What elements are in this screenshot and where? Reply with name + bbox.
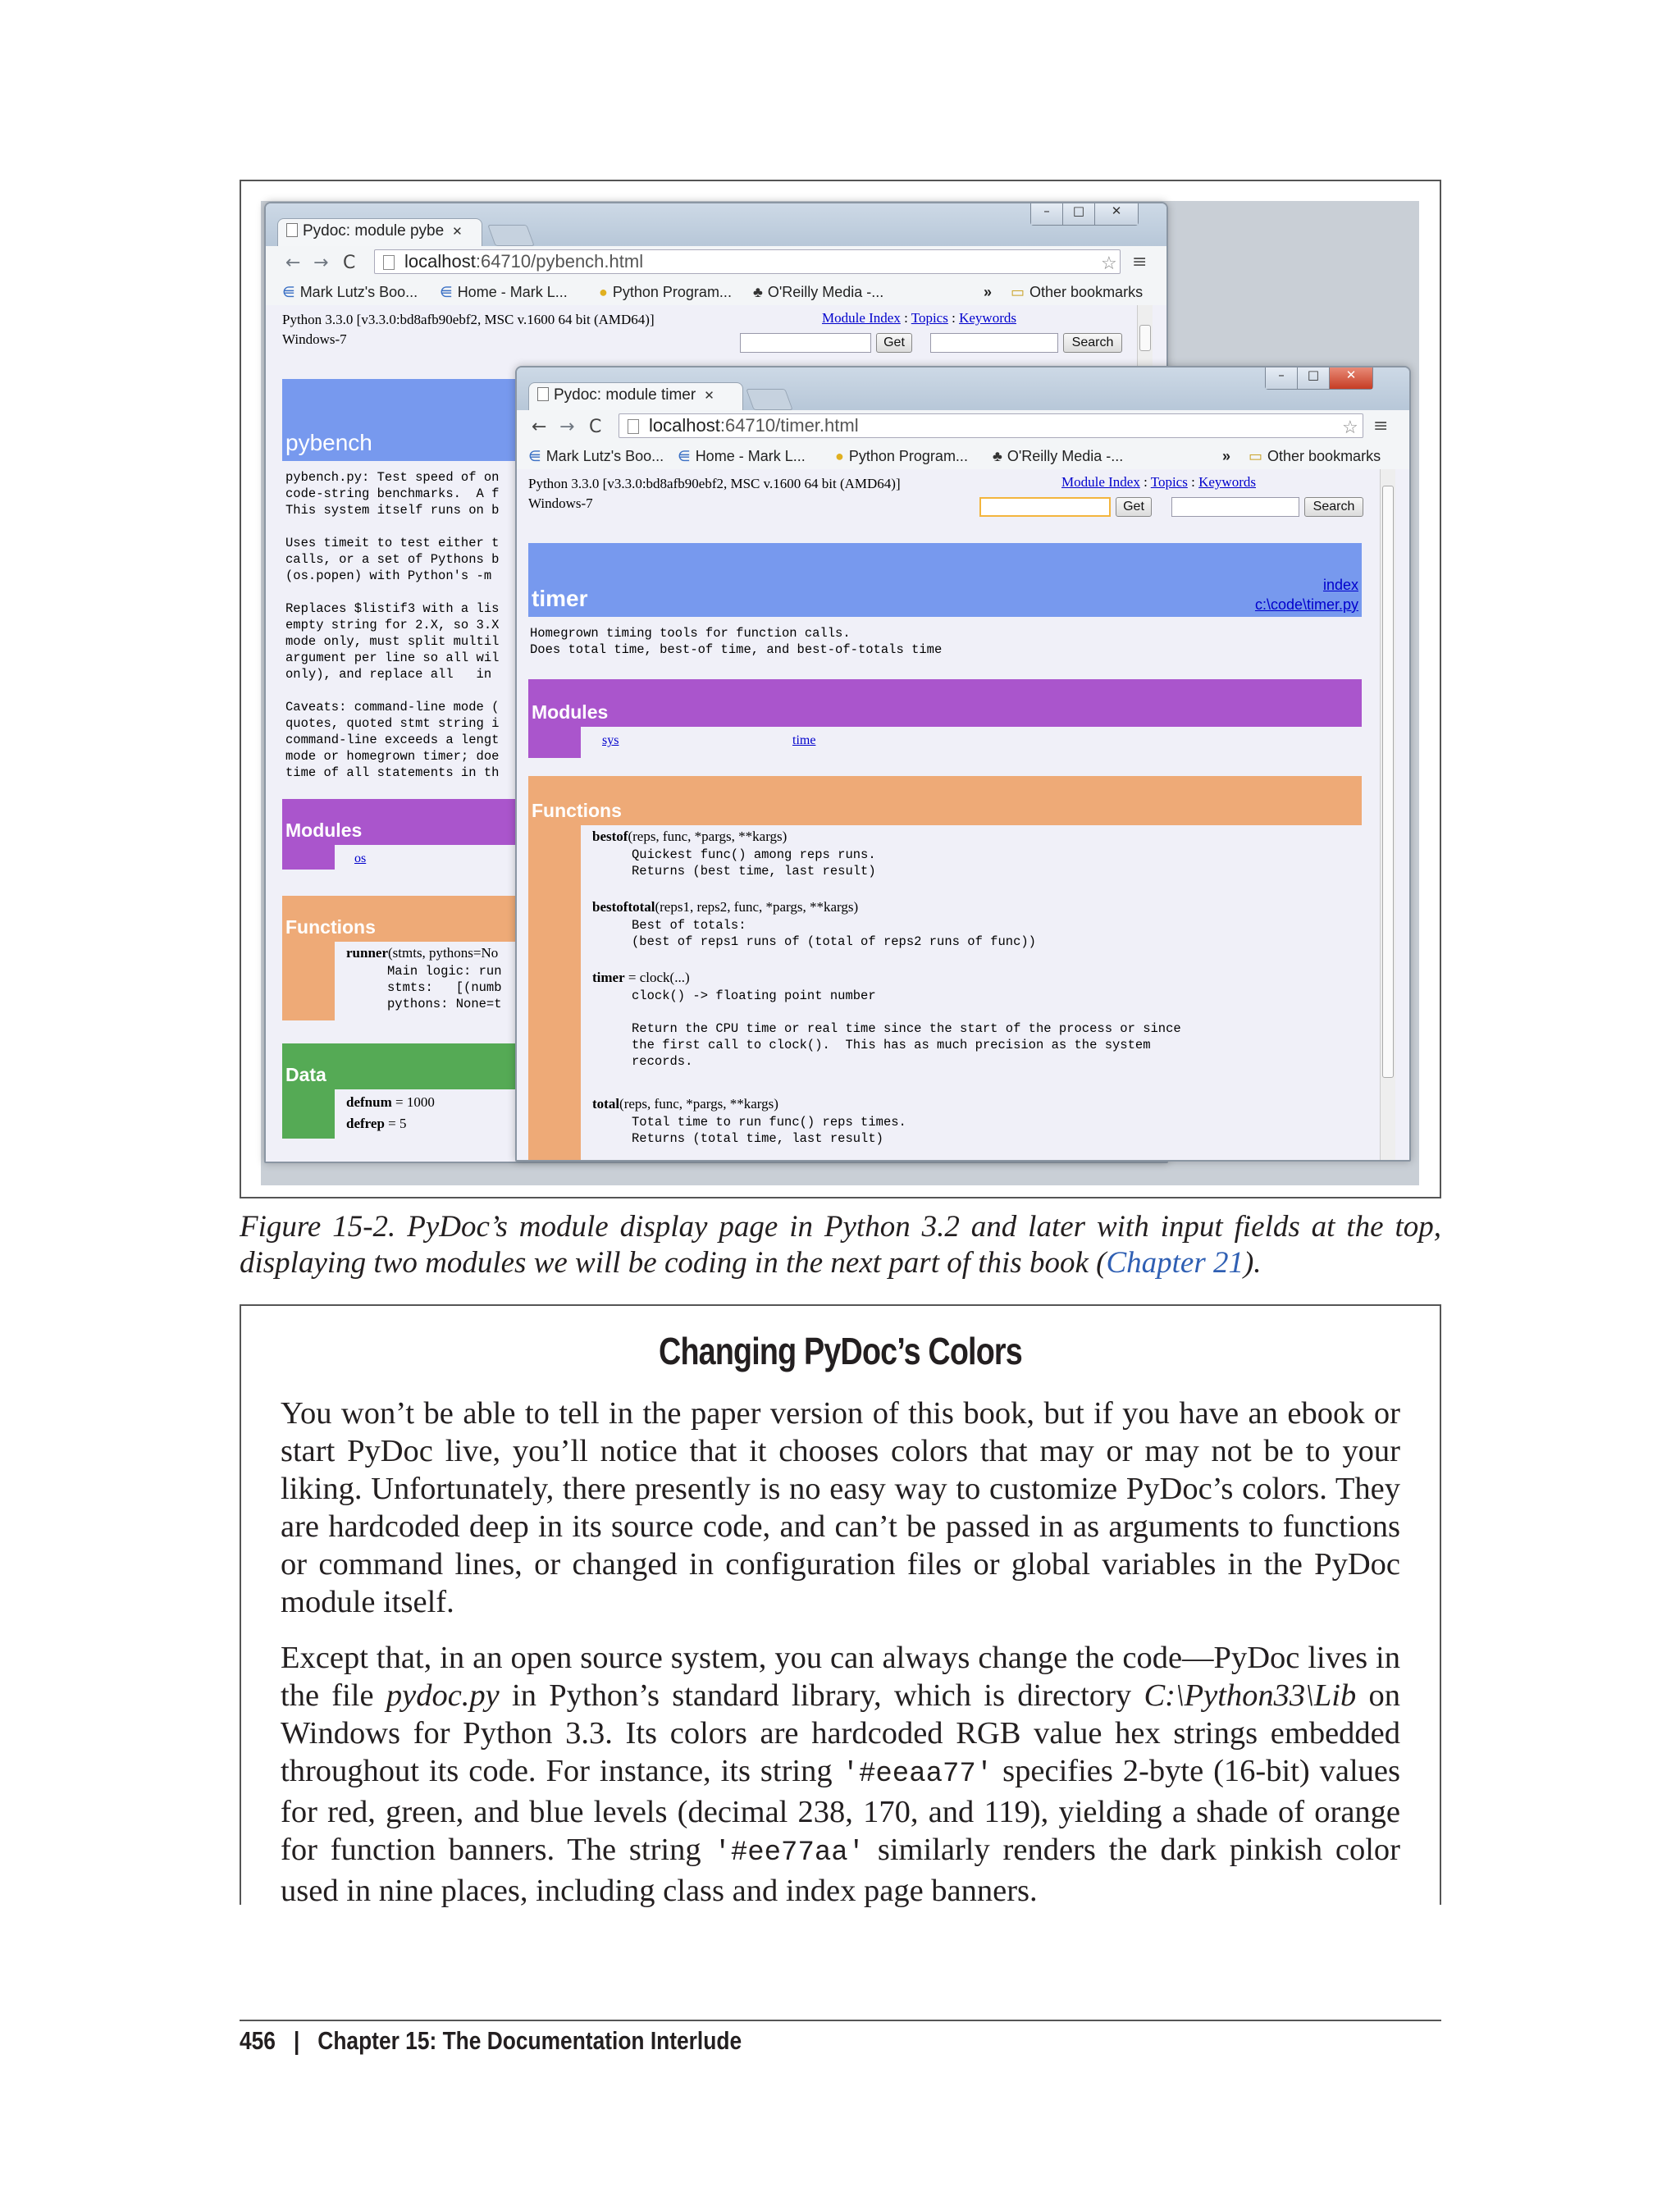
oreilly-icon: ♣ <box>993 448 1002 464</box>
module-link-time[interactable]: time <box>792 733 816 747</box>
modules-gutter <box>282 845 335 870</box>
bookmarks-overflow-icon[interactable]: » <box>984 284 993 300</box>
bookmark-star-icon[interactable]: ☆ <box>1342 417 1358 437</box>
search-input[interactable] <box>1171 497 1299 517</box>
browser-toolbar <box>266 246 1166 280</box>
topics-link[interactable]: Topics <box>1150 474 1188 490</box>
scrollbar-thumb[interactable] <box>1382 486 1394 1078</box>
modules-banner: Modules <box>528 679 1362 727</box>
chapter-link[interactable]: Chapter 21 <box>1106 1246 1244 1280</box>
tab-title: Pydoc: module timer <box>554 386 696 404</box>
scrollbar[interactable] <box>1380 469 1395 1160</box>
pydoc-nav: Module Index : Topics : Keywords <box>1061 474 1256 490</box>
page-icon <box>383 255 395 270</box>
bookmark-star-icon[interactable]: ☆ <box>1101 253 1117 273</box>
bookmark-item[interactable]: ♣ O'Reilly Media -... <box>993 448 1124 464</box>
document-icon <box>286 223 298 237</box>
module-index-link[interactable]: Module Index <box>822 310 901 326</box>
scrollbar-thumb[interactable] <box>1139 325 1151 351</box>
docstring-line: time of all statements in th <box>285 765 500 780</box>
function-signature: timer = clock(...) <box>592 970 690 985</box>
module-title-banner: pybench <box>282 379 1152 461</box>
url-host: localhost <box>649 415 720 436</box>
footer-separator: | <box>293 2026 300 2055</box>
bookmark-icon: ⋹ <box>440 284 453 300</box>
url-path: :64710/pybench.html <box>475 251 644 272</box>
browser-tab-pybench[interactable] <box>277 218 482 246</box>
docstring-line: (os.popen) with Python's -m <box>285 568 500 583</box>
topics-link[interactable]: Topics <box>911 310 948 326</box>
browser-window-timer <box>515 366 1411 1162</box>
docstring-line: code-string benchmarks. A f <box>285 486 500 501</box>
browser-tab-timer[interactable] <box>528 382 743 410</box>
functions-gutter <box>282 942 335 1020</box>
window-controls <box>1030 203 1139 226</box>
bookmarks-bar <box>266 279 1166 306</box>
bookmark-item[interactable]: ⋹ Home - Mark L... <box>440 284 568 300</box>
function-signature: total(reps, func, *pargs, **kargs) <box>592 1096 778 1112</box>
close-tab-icon[interactable]: ✕ <box>452 225 463 239</box>
source-file-link[interactable]: c:\code\timer.py <box>1254 596 1358 613</box>
keywords-link[interactable]: Keywords <box>959 310 1016 326</box>
page-footer <box>240 2026 742 2056</box>
chapter-title: Chapter 15: The Documentation Interlude <box>317 2026 742 2055</box>
bookmark-item[interactable]: ● Python Program... <box>599 284 732 300</box>
close-tab-icon[interactable]: ✕ <box>704 389 714 403</box>
other-bookmarks[interactable]: ▭ Other bookmarks <box>1249 448 1381 464</box>
functions-banner: Functions <box>282 896 528 942</box>
functions-banner: Functions <box>528 776 1362 825</box>
new-tab-button[interactable] <box>746 389 792 410</box>
get-button[interactable]: Get <box>1116 497 1152 517</box>
page-number: 456 <box>240 2026 276 2055</box>
bookmark-item[interactable]: ⋹ Mark Lutz's Boo... <box>282 284 418 300</box>
back-arrow-icon[interactable]: ← <box>285 253 301 273</box>
docstring-line: quotes, quoted stmt string i <box>285 716 500 731</box>
maximize-icon[interactable]: □ <box>1298 368 1330 389</box>
folder-icon: ▭ <box>1011 284 1025 300</box>
get-input[interactable] <box>740 333 871 353</box>
index-link[interactable]: index <box>1322 577 1358 593</box>
forward-arrow-icon[interactable]: → <box>559 417 575 437</box>
docstring-line: command-line exceeds a lengt <box>285 733 500 747</box>
close-window-icon[interactable]: ✕ <box>1330 368 1372 389</box>
docstring-line: calls, or a set of Pythons b <box>285 552 500 567</box>
data-banner: Data <box>282 1043 528 1089</box>
function-doc: Main logic: run stmts: [(numb pythons: None=t <box>387 964 502 1011</box>
bookmark-item[interactable]: ⋹ Mark Lutz's Boo... <box>528 448 664 464</box>
figure-caption: Figure 15-2. PyDoc’s module display page in Python 3.2 and later with input fields at the top, displaying two modules we will be coding in the next part of this book (Chapter 21). <box>240 1210 1441 1280</box>
minimize-icon[interactable]: – <box>1266 368 1298 389</box>
bookmarks-bar <box>517 443 1409 470</box>
module-title-banner: timer index c:\code\timer.py <box>528 543 1362 617</box>
python-icon: ● <box>599 284 608 300</box>
bookmark-item[interactable]: ⋹ Home - Mark L... <box>678 448 806 464</box>
docstring-line <box>285 518 499 535</box>
url-path: :64710/timer.html <box>719 415 859 436</box>
sidebar-paragraph-1: You won’t be able to tell in the paper version of this book, but if you have an ebook or start PyDoc live, you’ll notice that it chooses colors that may or may not be to your liking. Unfortunately, there presently is no easy way to customize PyDoc’s colors. They are hardcoded deep in its source code, and can’t be passed in as arguments to functions or command lines, or changed in configuration files or global variables in the PyDoc module itself. <box>281 1396 1400 1619</box>
bookmark-item[interactable]: ● Python Program... <box>835 448 968 464</box>
docstring-line: argument per line so all wil <box>285 651 500 665</box>
oreilly-icon: ♣ <box>753 284 763 300</box>
docstring-line <box>285 682 499 699</box>
docstring-line <box>285 584 499 600</box>
get-button[interactable]: Get <box>876 333 912 353</box>
docstring-line: empty string for 2.X, so 3.X <box>285 618 500 632</box>
pydoc-page-timer <box>517 469 1409 1160</box>
bookmark-icon: ⋹ <box>282 284 295 300</box>
module-index-link[interactable]: Module Index <box>1061 474 1140 490</box>
forward-arrow-icon[interactable]: → <box>313 253 329 273</box>
url-host: localhost <box>404 251 476 272</box>
color-code: '#eeaa77' <box>842 1759 993 1790</box>
function-doc: Quickest func() among reps runs. Returns (best time, last result) <box>632 847 876 879</box>
docstring-line: pybench.py: Test speed of on <box>285 470 500 485</box>
other-bookmarks[interactable]: ▭ Other bookmarks <box>1011 284 1144 300</box>
bookmark-icon: ⋹ <box>678 448 691 464</box>
module-docstring: Homegrown timing tools for function calls. Does total time, best-of time, and best-of-totals time <box>530 626 943 657</box>
function-signature: runner(stmts, pythons=No <box>346 945 499 961</box>
python-version: Python 3.3.0 [v3.3.0:bd8afb90ebf2, MSC v.1600 64 bit (AMD64)] Windows-7 <box>528 476 901 511</box>
bookmark-item[interactable]: ♣ O'Reilly Media -... <box>753 284 884 300</box>
docstring-line: Caveats: command-line mode ( <box>285 700 500 714</box>
address-bar[interactable] <box>619 413 1363 438</box>
sidebar-paragraph-2: Except that, in an open source system, you can always change the code—PyDoc lives in the file pydoc.py in Python’s standard library, which is directory C:\Python33\Lib on Windows for Python 3.3. Its colors are hardcoded RGB value hex strings embedded throughout its code. For instance, its string '#eeaa77' specifies 2-byte (16-bit) values for red, green, and blue levels (decimal 238, 170, and 119), yielding a shade of orange for function banners. The string '#ee77aa' similarly renders the dark pinkish color used in nine places, including class and index page banners. <box>281 1641 1401 1908</box>
module-link-os[interactable]: os <box>354 851 367 865</box>
get-input[interactable] <box>979 497 1111 517</box>
close-window-icon[interactable]: ✕ <box>1095 203 1138 225</box>
browser-toolbar <box>517 410 1409 444</box>
docstring-line: Replaces $listif3 with a lis <box>285 601 500 616</box>
data-item: defnum = 1000 <box>346 1094 435 1110</box>
docstring-line: Uses timeit to test either t <box>285 536 500 550</box>
modules-banner: Modules <box>282 799 528 845</box>
keywords-link[interactable]: Keywords <box>1198 474 1256 490</box>
color-code: '#ee77aa' <box>714 1838 865 1869</box>
tab-title: Pydoc: module pybe <box>303 222 445 240</box>
search-input[interactable] <box>930 333 1058 353</box>
functions-gutter <box>528 825 581 1160</box>
pydoc-nav: Module Index : Topics : Keywords <box>822 310 1016 326</box>
docstring-line: only), and replace all in <box>285 667 500 682</box>
bookmarks-overflow-icon[interactable]: » <box>1222 448 1231 464</box>
search-button[interactable]: Search <box>1304 497 1363 517</box>
new-tab-button[interactable] <box>487 225 534 246</box>
docstring-line: mode or homegrown timer; doe <box>285 749 500 764</box>
function-doc: Best of totals: (best of reps1 runs of (total of reps2 runs of func)) <box>632 918 1036 949</box>
function-doc: clock() -> floating point number Return the CPU time or real time since the start of the process or since the first call to clock(). This has as much precision as the system records. <box>632 988 1181 1069</box>
reload-icon[interactable]: C <box>589 417 602 437</box>
menu-icon[interactable]: ≡ <box>1132 252 1148 272</box>
data-item: defrep = 5 <box>346 1116 407 1131</box>
page-icon <box>628 419 639 434</box>
window-controls <box>1265 368 1373 390</box>
reload-icon[interactable]: C <box>343 253 356 273</box>
function-doc: Total time to run func() reps times. Returns (total time, last result) <box>632 1115 906 1146</box>
docstring-line: This system itself runs on b <box>285 503 500 518</box>
folder-icon: ▭ <box>1249 448 1263 464</box>
data-gutter <box>282 1089 335 1139</box>
python-version: Python 3.3.0 [v3.3.0:bd8afb90ebf2, MSC v.1600 64 bit (AMD64)] Windows-7 <box>282 312 655 347</box>
filename: pydoc.py <box>386 1678 500 1713</box>
docstring-line: mode only, must split multil <box>285 634 500 649</box>
directory-path: C:\Python33\Lib <box>1144 1678 1357 1713</box>
maximize-icon[interactable]: □ <box>1063 203 1095 225</box>
python-icon: ● <box>835 448 844 464</box>
modules-gutter <box>528 727 581 758</box>
minimize-icon[interactable]: – <box>1031 203 1063 225</box>
menu-icon[interactable]: ≡ <box>1373 416 1389 436</box>
function-signature: bestof(reps, func, *pargs, **kargs) <box>592 829 788 844</box>
module-link-sys[interactable]: sys <box>602 733 619 747</box>
document-icon <box>537 387 549 401</box>
sidebar-title: Changing PyDoc’s Colors <box>659 1330 1022 1372</box>
module-docstring <box>285 469 499 781</box>
search-button[interactable]: Search <box>1063 333 1122 353</box>
footer-rule <box>240 2020 1441 2021</box>
bookmark-icon: ⋹ <box>528 448 541 464</box>
back-arrow-icon[interactable]: ← <box>532 417 547 437</box>
address-bar[interactable] <box>374 249 1121 274</box>
function-signature: bestoftotal(reps1, reps2, func, *pargs, **kargs) <box>592 899 859 915</box>
